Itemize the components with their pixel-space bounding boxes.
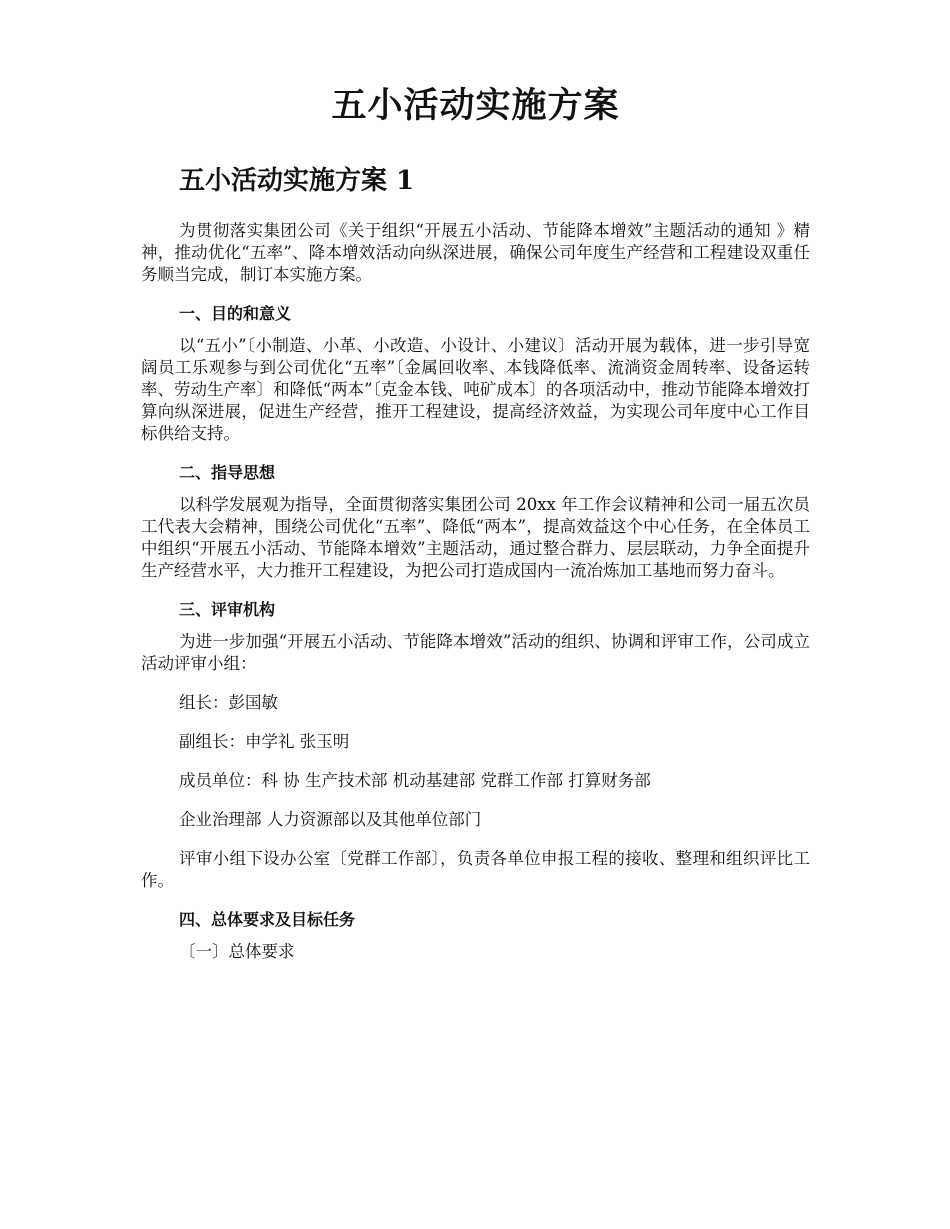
section-title: 五小活动实施方案 1: [179, 166, 415, 196]
intro-paragraph: 为贯彻落实集团公司《关于组织“开展五小活动、节能降本增效”主题活动的通知 》精神，推动优化“五率”、降本增效活动向纵深进展，确保公司年度生产经营和工程建设双重任务顺当完成，制订本实施方案。: [141, 221, 810, 284]
members-continued-line: 企业治理部 人力资源部以及其他单位部门: [179, 810, 482, 829]
leader-line: 组长：彭国敏: [179, 693, 278, 712]
heading-purpose: 一、目的和意义: [179, 304, 292, 323]
document-title: 五小活动实施方案: [331, 85, 620, 126]
vice-leader-line: 副组长：申学礼 张玉明: [179, 732, 350, 751]
paragraph-guiding-thought: 以科学发展观为指导，全面贯彻落实集团公司 20xx 年工作会议精神和公司一届五次员工代表大会精神，围绕公司优化“五率”、降低“两本”，提高效益这个中心任务，在全体员工中组织“开展五小活动、节能降本增效”主题活动，通过整合群力、层层联动，力争全面提升生产经营水平，大力推开工程建设，为把公司打造成国内一流冶炼加工基地而努力奋斗。: [141, 495, 810, 580]
paragraph-review-body: 为进一步加强“开展五小活动、节能降本增效”活动的组织、协调和评审工作，公司成立活动评审小组：: [141, 632, 810, 673]
paragraph-purpose: 以“五小”〔小制造、小革、小改造、小设计、小建议〕活动开展为载体，进一步引导宽阔员工乐观参与到公司优化“五率”〔金属回收率、本钱降低率、流淌资金周转率、设备运转率、劳动生产率〕和降低“两本”〔克金本钱、吨矿成本〕的各项活动中，推动节能降本增效打算向纵深进展，促进生产经营，推开工程建设，提高经济效益，为实现公司年度中心工作目标供给支持。: [141, 336, 810, 443]
members-line: 成员单位：科 协 生产技术部 机动基建部 党群工作部 打算财务部: [179, 771, 651, 790]
sub-heading-general-requirements: 〔一〕总体要求: [179, 942, 295, 961]
heading-review-body: 三、评审机构: [179, 600, 276, 619]
heading-requirements: 四、总体要求及目标任务: [179, 910, 356, 929]
heading-guiding-thought: 二、指导思想: [179, 463, 276, 482]
paragraph-office: 评审小组下设办公室〔党群工作部〕，负责各单位申报工程的接收、整理和组织评比工作。: [141, 849, 810, 890]
